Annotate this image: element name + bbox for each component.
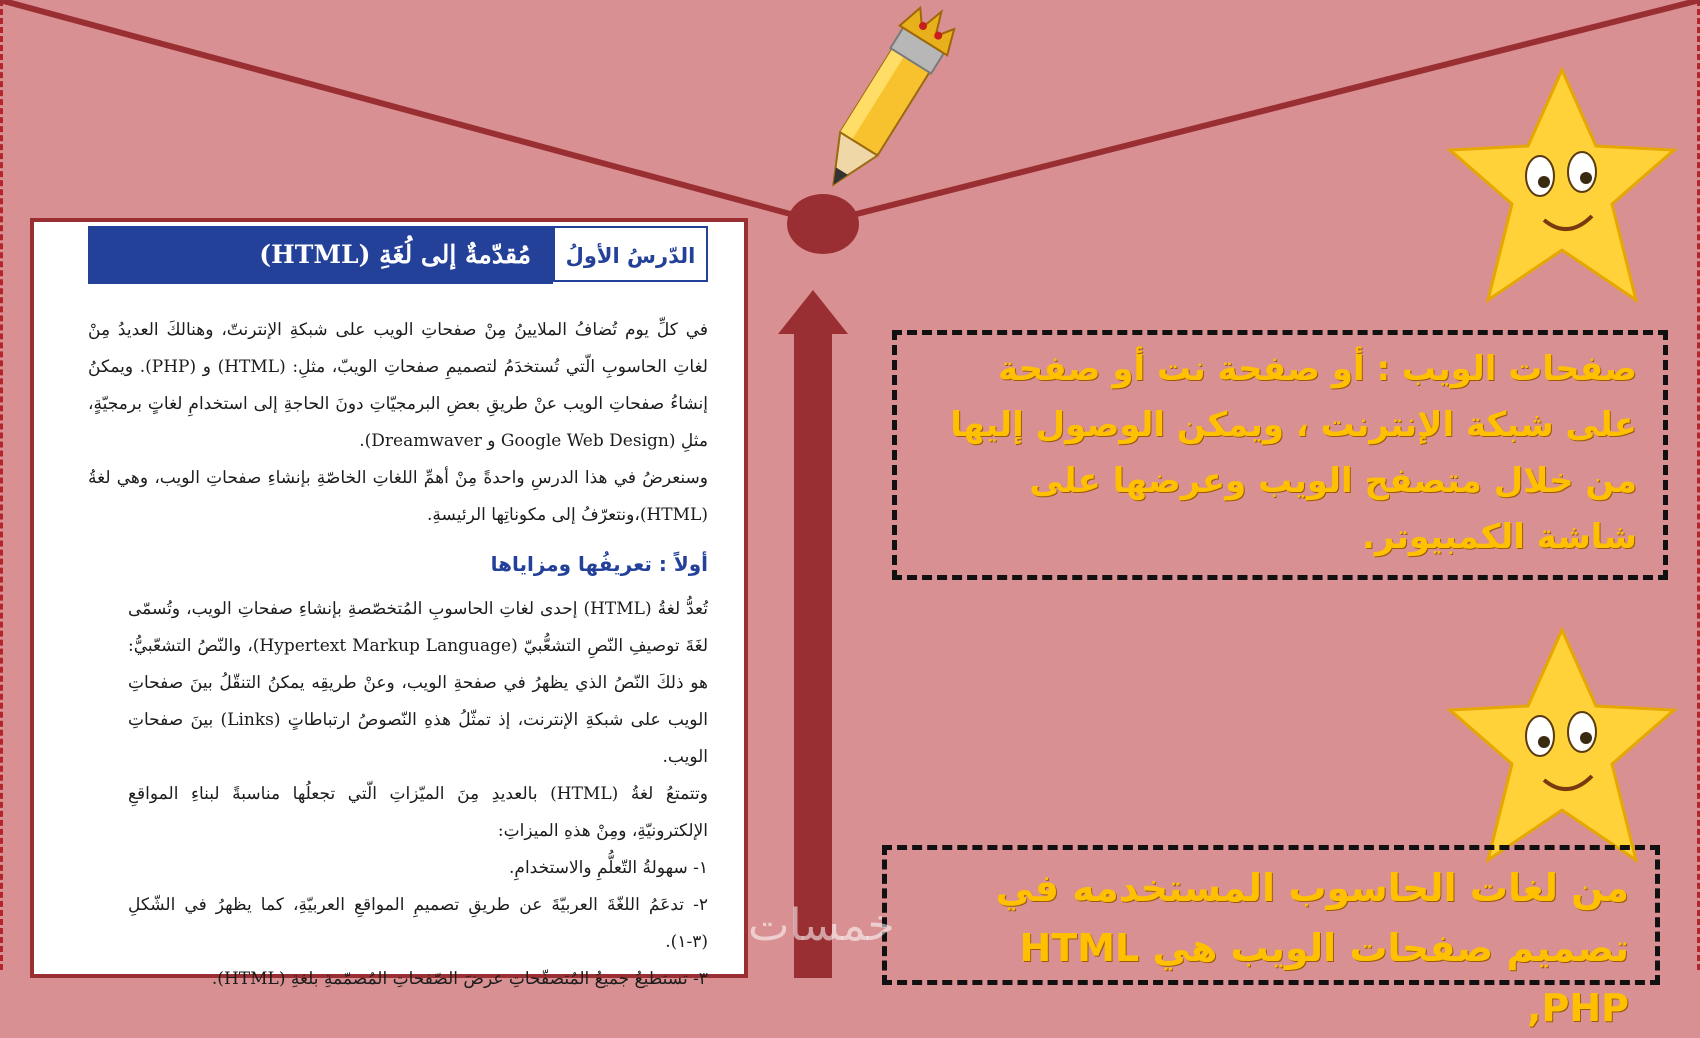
lesson-title: مُقدّمةٌ إلى لُغَةِ (HTML) <box>88 226 553 284</box>
smiling-star-icon <box>1450 70 1674 300</box>
watermark: خمسات <box>748 900 895 951</box>
definition-box-web-languages: من لغات الحاسوب المستخدمه في تصميم صفحات الويب هي HTML ,PHP <box>882 845 1660 985</box>
lesson-header <box>88 226 708 286</box>
paragraph: وتتمتعُ لغةُ (HTML) بالعديدِ مِنَ الميّزاتِ الّتي تجعلُها مناسبةً لبناءِ المواقعِ الإلكترونيّةِ، ومِنْ هذهِ الميزاتِ: <box>128 784 708 841</box>
paragraph: تُعدُّ لغةُ (HTML) إحدى لغاتِ الحاسوبِ المُتخصّصةِ بإنشاءِ صفحاتِ الويب، وتُسمّى لغَةَ توصيفِ النّصِ التشعُّبيّ (Hypertext Markup Language)، والنّصُ التشعّبيُّ: هو ذلكَ النّصُ الذي يظهرُ في صفحةِ الويب، وعنْ طريقِه يمكنُ التنقّلُ بينَ صفحاتِ الويب على شبكةِ الإنترنت، إذ تمثّلُ هذهِ النّصوصُ ارتباطاتٍ (Links) بينَ صفحاتِ الويب. <box>128 599 709 767</box>
pencil-with-crown-icon <box>810 0 966 199</box>
list-item: ٣- تستطيعُ جميعُ المُتصفّحاتِ عرضَ الصّفحاتِ المُصمّمةِ بلغةِ (HTML). <box>211 969 708 989</box>
lesson-label: الدّرسُ الأولُ <box>553 226 708 282</box>
list-item: ٢- تدعَمُ اللغّةَ العربيّةَ عن طريقِ تصميمِ المواقعِ العربيّةِ، كما يظهرُ في الشّكلِ (٣-١). <box>128 895 708 952</box>
smiling-star-icon <box>1450 630 1674 860</box>
left-diagonal-line <box>0 0 820 222</box>
definition-box-web-pages: صفحات الويب : أو صفحة نت أو صفحة على شبكة الإنترنت ، ويمكن الوصول إليها من خلال متصفح الويب وعرضها على شاشة الكمبيوتر. <box>892 330 1668 580</box>
paragraph: في كلِّ يوم تُضافُ الملايينُ مِنْ صفحاتِ الويب على شبكةِ الإنترنتّ، وهنالكَ العديدُ مِنْ لغاتِ الحاسوبِ الّتي تُستخدَمُ لتصميمِ صفحاتِ الويبّ، مثلِ: (HTML) و (PHP). ويمكنُ إنشاءُ صفحاتِ الويب عنْ طريقِ بعضِ البرمجيّاتِ دونَ الحاجةِ إلى استخدامِ لغاتٍ برمجيّةٍ، مثلِ (Google Web Design و Dreamwaver). <box>88 320 708 451</box>
textbook-page <box>30 218 748 989</box>
knot-circle <box>787 194 859 254</box>
indented-block <box>88 591 708 998</box>
up-arrow-icon <box>778 290 848 978</box>
lesson-body <box>88 312 708 998</box>
paragraph: وسنعرضُ في هذا الدرسِ واحدةً مِنْ أهمِّ اللغاتِ الخاصّةِ بإنشاءِ صفحاتِ الويب، وهي لغةُ (HTML)،ونتعرّفُ إلى مكوناتِها الرئيسةِ. <box>88 468 708 525</box>
section-heading: أولاً : تعريفُها ومزاياها <box>490 552 708 576</box>
list-item: ١- سهولةُ التّعلُّمِ والاستخدامِ. <box>509 858 708 878</box>
